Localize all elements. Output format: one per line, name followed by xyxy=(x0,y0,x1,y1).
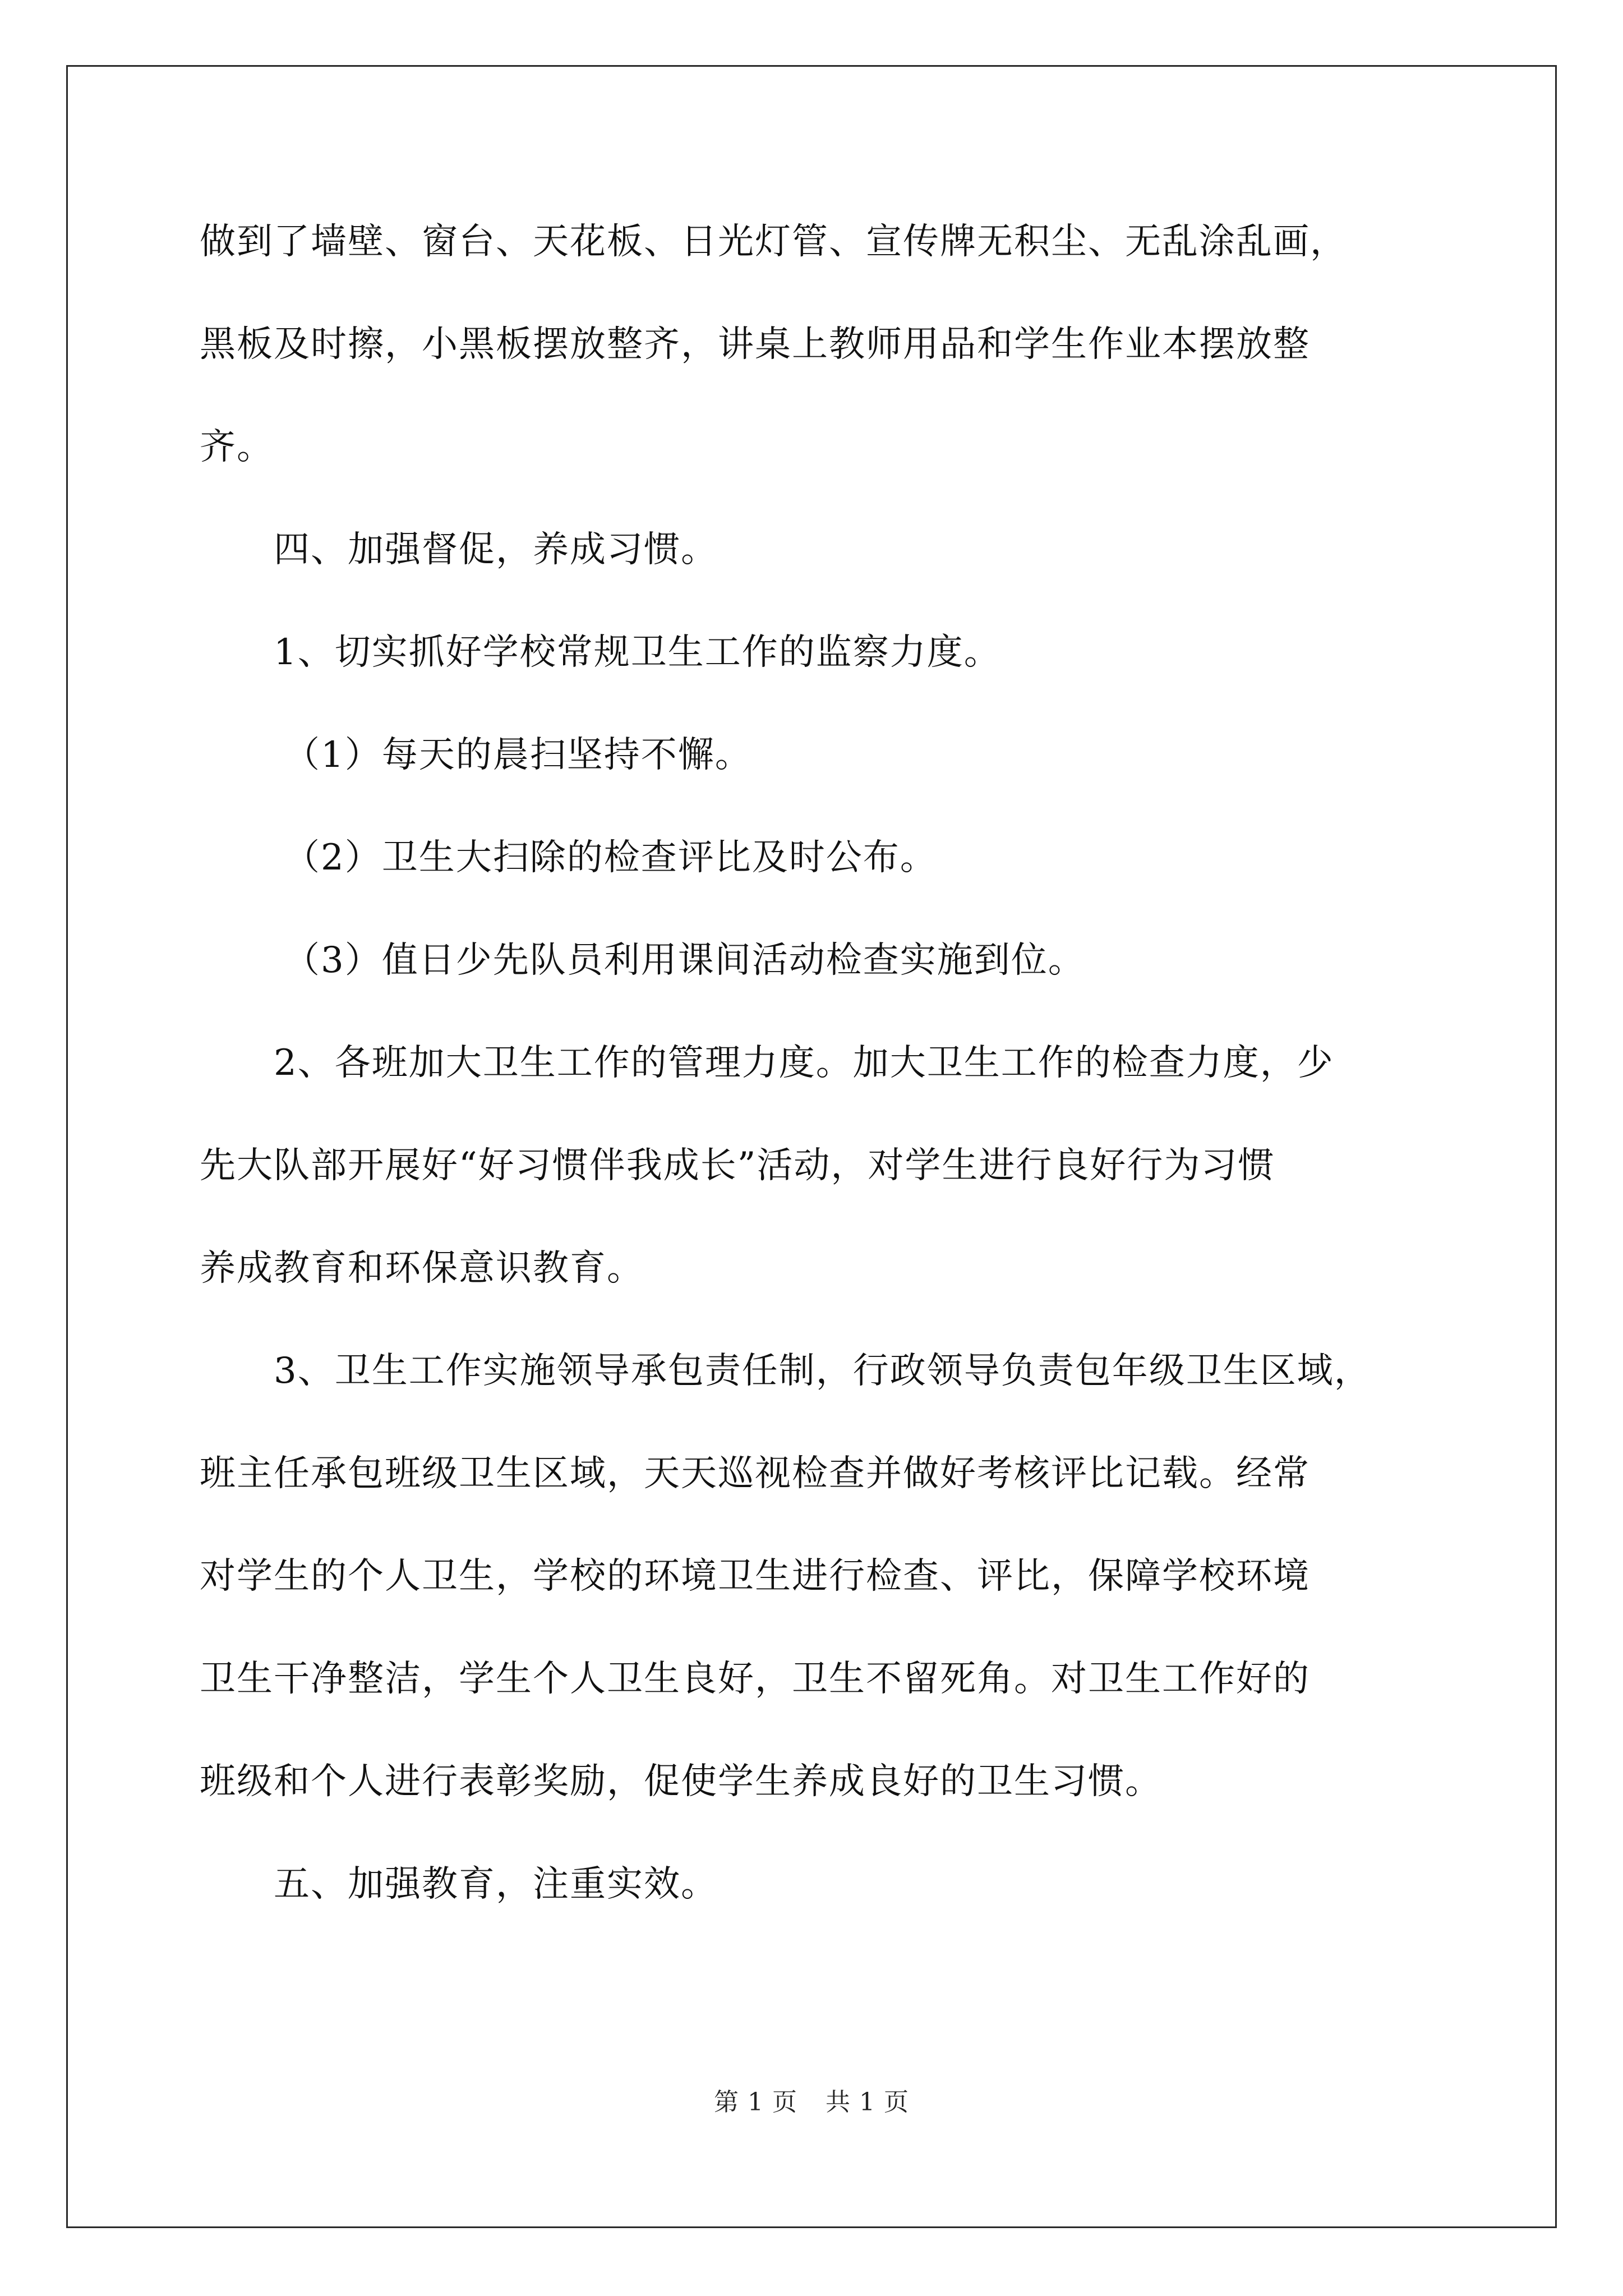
page-footer xyxy=(0,2086,1623,2119)
document-body xyxy=(200,191,1439,1936)
text-line: （1）每天的晨扫坚持不懈。 xyxy=(284,734,752,776)
sub-list-item xyxy=(200,909,1439,1012)
sub-list-item xyxy=(200,704,1439,807)
section-heading xyxy=(200,499,1439,601)
text-line: 四、加强督促，养成习惯。 xyxy=(274,529,718,570)
text-line: （3）值日少先队员利用课间活动检查实施到位。 xyxy=(284,940,1085,981)
text-line: （2）卫生大扫除的检查评比及时公布。 xyxy=(284,837,937,878)
text-line: 3、卫生工作实施领导承包责任制，行政领导负责包年级卫生区域， xyxy=(274,1350,1371,1392)
page-number: 第 1 页 xyxy=(714,2088,797,2116)
text-line: 卫生干净整洁，学生个人卫生良好，卫生不留死角。对卫生工作好的 xyxy=(200,1658,1310,1700)
paragraph xyxy=(200,191,1439,499)
text-line: 2、各班加大卫生工作的管理力度。加大卫生工作的检查力度，少 xyxy=(274,1042,1334,1084)
text-line: 班级和个人进行表彰奖励，促使学生养成良好的卫生习惯。 xyxy=(200,1761,1162,1802)
list-item xyxy=(200,1320,1439,1833)
text-line: 五、加强教育，注重实效。 xyxy=(274,1864,718,1905)
text-line: 养成教育和环保意识教育。 xyxy=(200,1248,644,1289)
text-line: 黑板及时擦，小黑板摆放整齐，讲桌上教师用品和学生作业本摆放整 xyxy=(200,324,1310,365)
section-heading xyxy=(200,1833,1439,1936)
text-line: 1、切实抓好学校常规卫生工作的监察力度。 xyxy=(274,632,1001,673)
text-line: 先大队部开展好“好习惯伴我成长”活动，对学生进行良好行为习惯 xyxy=(200,1145,1275,1186)
text-line: 齐。 xyxy=(200,426,274,468)
text-line: 做到了墙壁、窗台、天花板、日光灯管、宣传牌无积尘、无乱涂乱画， xyxy=(200,221,1347,263)
list-item xyxy=(200,1012,1439,1320)
text-line: 班主任承包班级卫生区域，天天巡视检查并做好考核评比记载。经常 xyxy=(200,1453,1310,1494)
sub-list-item xyxy=(200,807,1439,909)
list-item xyxy=(200,601,1439,704)
text-line: 对学生的个人卫生，学校的环境卫生进行检查、评比，保障学校环境 xyxy=(200,1556,1310,1597)
page-total: 共 1 页 xyxy=(826,2088,909,2116)
